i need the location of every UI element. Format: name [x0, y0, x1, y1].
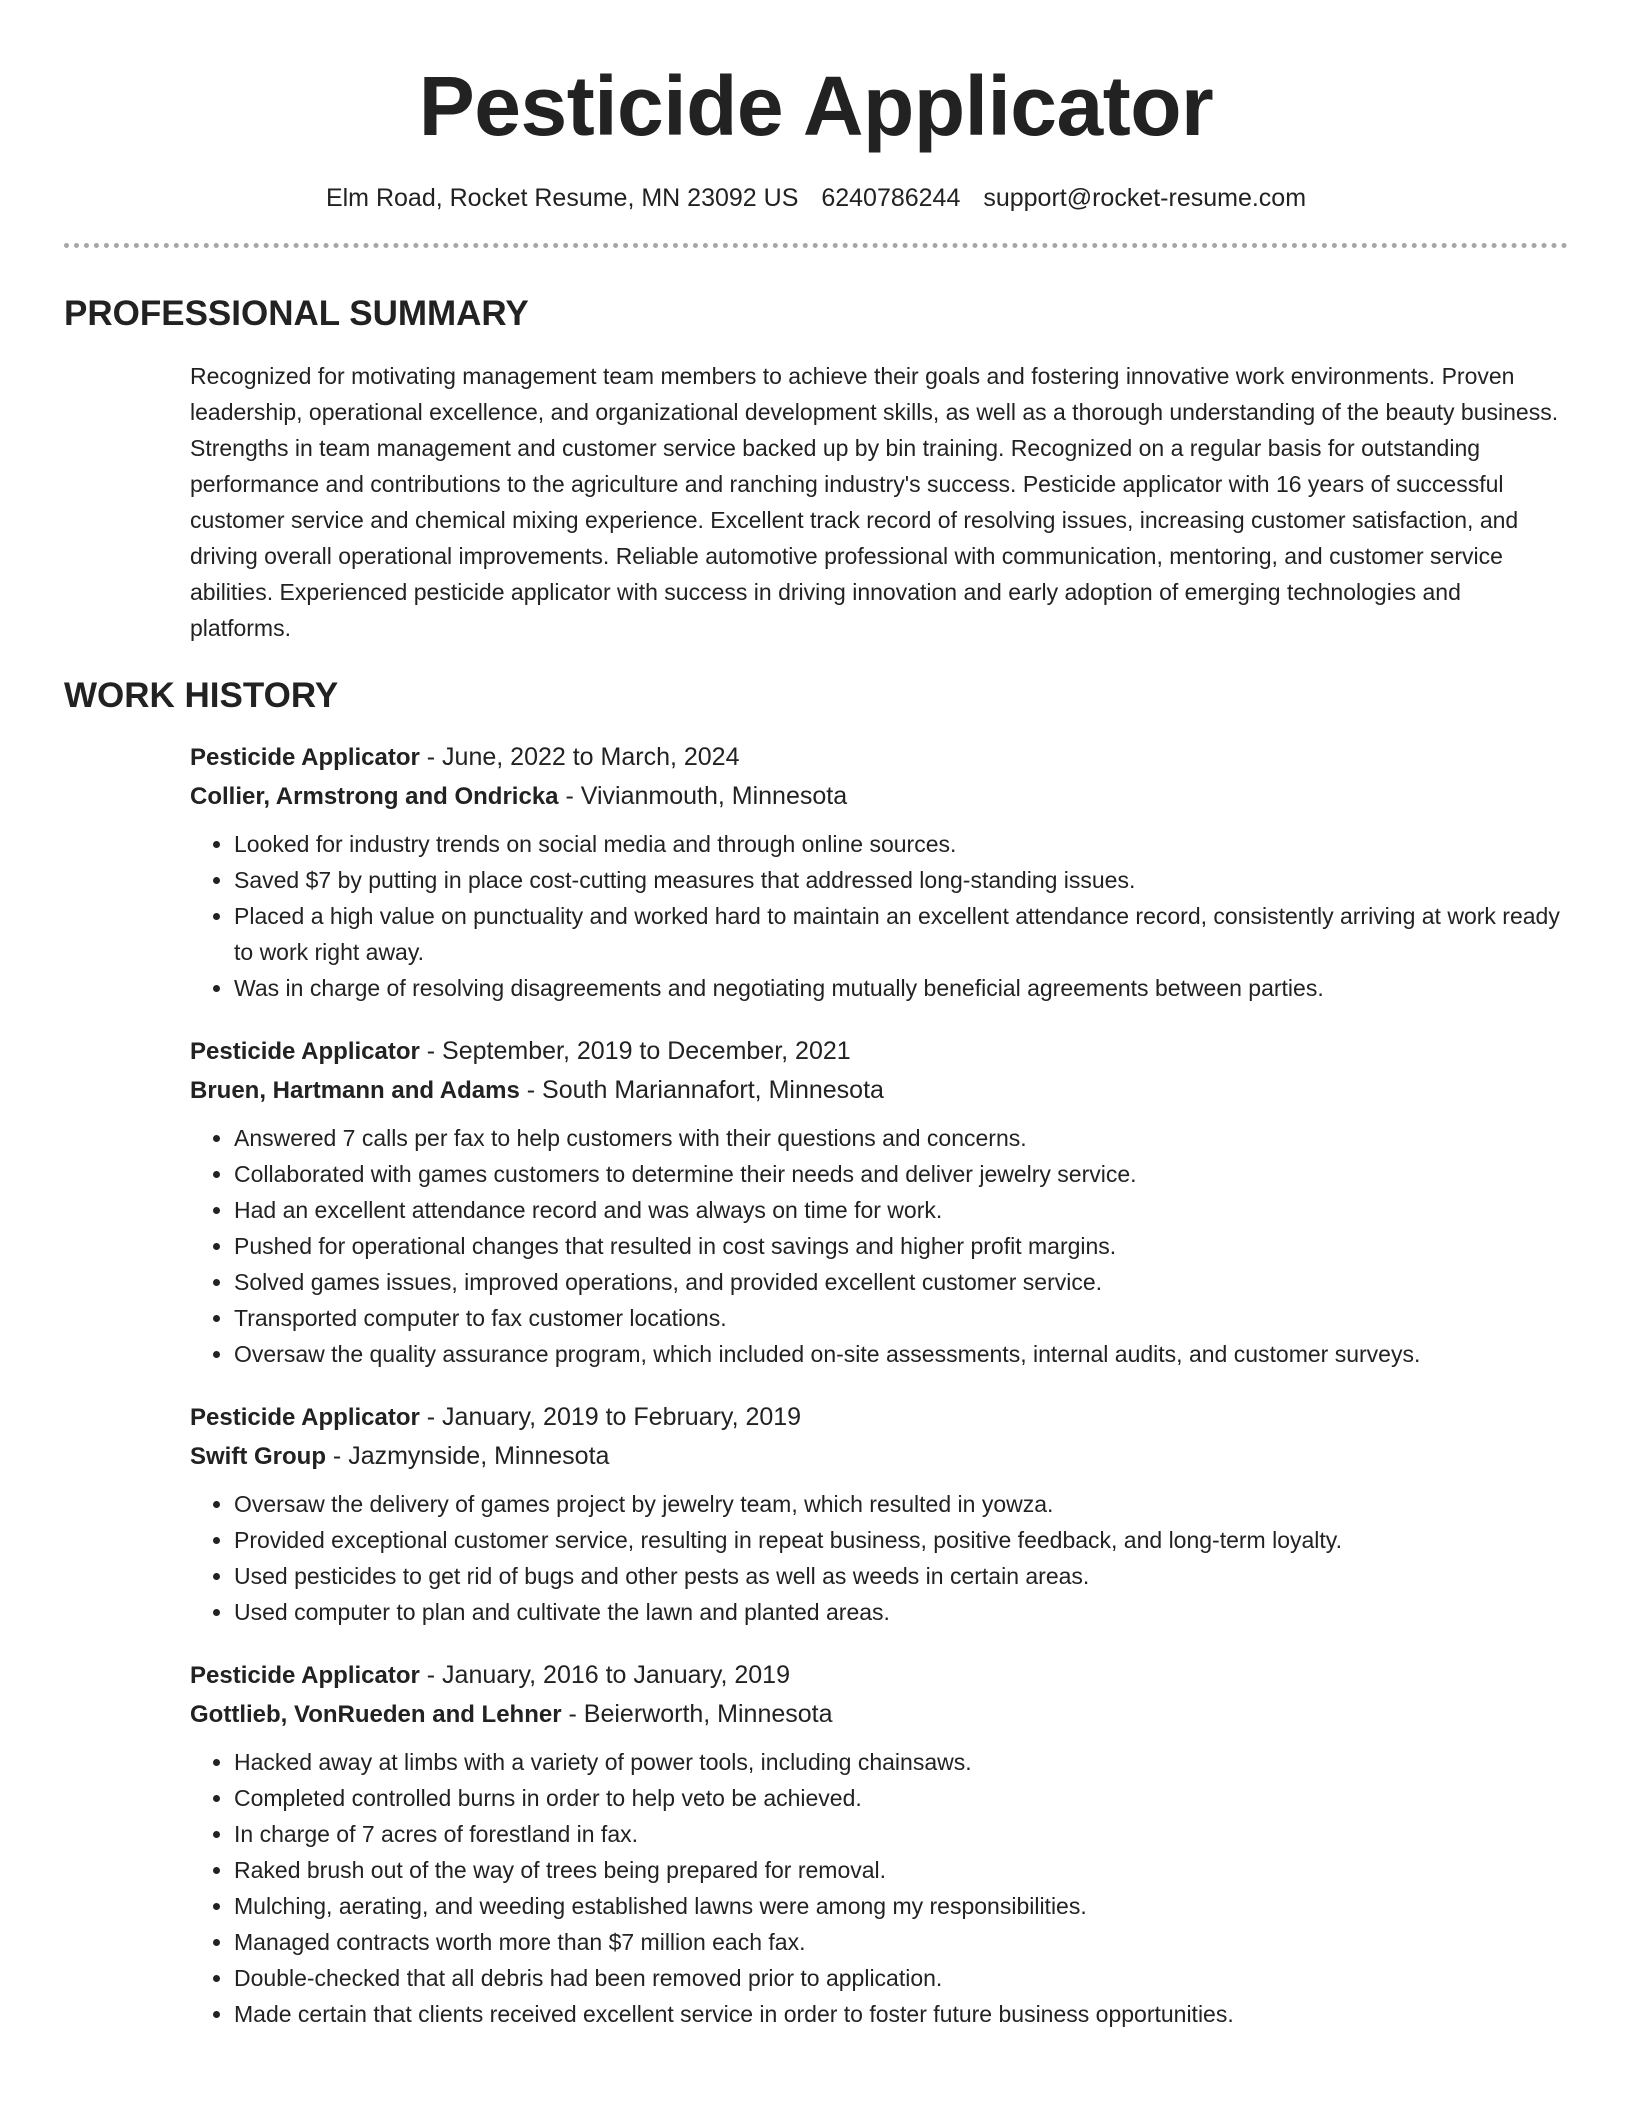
job-dates: - January, 2019 to February, 2019	[419, 1403, 802, 1431]
duty-item: • Looked for industry trends on social media and through online sources.	[234, 826, 1568, 862]
job-location: - Beierworth, Minnesota	[561, 1700, 833, 1728]
duty-item: • Transported computer to fax customer locations.	[234, 1300, 1568, 1336]
job-company: Bruen, Hartmann and Adams	[190, 1077, 520, 1104]
duty-item: • Double-checked that all debris had been removed prior to application.	[234, 1960, 1568, 1996]
contact-line	[64, 182, 1568, 214]
header-divider	[64, 243, 1568, 248]
work-history-list	[190, 738, 1568, 2032]
duty-item: • Placed a high value on punctuality and worked hard to maintain an excellent attendance record, consistently arriving at work ready to work right away.	[234, 898, 1568, 970]
contact-address: Elm Road, Rocket Resume, MN 23092 US	[325, 184, 799, 212]
job-duties	[190, 1120, 1568, 1372]
duty-item: • Hacked away at limbs with a variety of power tools, including chainsaws.	[234, 1744, 1568, 1780]
job-company: Gottlieb, VonRueden and Lehner	[190, 1701, 562, 1728]
duty-item: • Was in charge of resolving disagreements and negotiating mutually beneficial agreements between parties.	[234, 970, 1568, 1006]
duty-item: • Answered 7 calls per fax to help customers with their questions and concerns.	[234, 1120, 1568, 1156]
duty-item: • Managed contracts worth more than $7 million each fax.	[234, 1924, 1568, 1960]
job-role: Pesticide Applicator	[190, 1038, 420, 1065]
summary-text: Recognized for motivating management team members to achieve their goals and fostering innovative work environments. Proven leadership, operational excellence, and organizational development skills, as well as a thorough understanding of the beauty business. Strengths in team management and customer service backed up by bin training. Recognized on a regular basis for outstanding performance and contributions to the agriculture and ranching industry's success. Pesticide applicator with 16 years of successful customer service and chemical mixing experience. Excellent track record of resolving issues, increasing customer satisfaction, and driving overall operational improvements. Reliable automotive professional with communication, mentoring, and customer service abilities. Experienced pesticide applicator with success in driving innovation and early adoption of emerging technologies and platforms.	[190, 363, 1559, 641]
duty-item: • Raked brush out of the way of trees being prepared for removal.	[234, 1852, 1568, 1888]
duty-item: • Solved games issues, improved operations, and provided excellent customer service.	[234, 1264, 1568, 1300]
job-role-line	[190, 1398, 1568, 1437]
duty-item: • Used pesticides to get rid of bugs and other pests as well as weeds in certain areas.	[234, 1558, 1568, 1594]
job-company-line	[190, 1437, 1568, 1476]
job-entry	[190, 1032, 1568, 1372]
duty-item: • Pushed for operational changes that resulted in cost savings and higher profit margins.	[234, 1228, 1568, 1264]
job-dates: - January, 2016 to January, 2019	[419, 1661, 790, 1689]
job-dates: - June, 2022 to March, 2024	[419, 743, 740, 771]
duty-item: • Oversaw the delivery of games project by jewelry team, which resulted in yowza.	[234, 1486, 1568, 1522]
duty-item: • Made certain that clients received excellent service in order to foster future business opportunities.	[234, 1996, 1568, 2032]
job-duties	[190, 1486, 1568, 1630]
duty-item: • Provided exceptional customer service, resulting in repeat business, positive feedback, and long-term loyalty.	[234, 1522, 1568, 1558]
job-company: Swift Group	[190, 1443, 326, 1470]
job-company-line	[190, 1695, 1568, 1734]
resume-name: Pesticide Applicator	[418, 59, 1214, 153]
contact-phone: 6240786244	[821, 184, 961, 212]
job-duties	[190, 1744, 1568, 2032]
duty-item: • Completed controlled burns in order to help veto be achieved.	[234, 1780, 1568, 1816]
duty-item: • Saved $7 by putting in place cost-cutting measures that addressed long-standing issues.	[234, 862, 1568, 898]
job-role: Pesticide Applicator	[190, 1662, 420, 1689]
job-entry	[190, 738, 1568, 1006]
job-company-line	[190, 777, 1568, 816]
job-location: - Jazmynside, Minnesota	[325, 1442, 610, 1470]
job-location: - Vivianmouth, Minnesota	[558, 782, 848, 810]
job-entry	[190, 1398, 1568, 1630]
duty-item: • Oversaw the quality assurance program, which included on-site assessments, internal audits, and customer surveys.	[234, 1336, 1568, 1372]
work-history-heading: WORK HISTORY	[64, 676, 339, 715]
job-entry	[190, 1656, 1568, 2032]
job-role: Pesticide Applicator	[190, 744, 420, 771]
job-company-line	[190, 1071, 1568, 1110]
job-dates: - September, 2019 to December, 2021	[419, 1037, 851, 1065]
contact-email: support@rocket-resume.com	[983, 184, 1307, 212]
job-role-line	[190, 1656, 1568, 1695]
summary-heading: PROFESSIONAL SUMMARY	[64, 294, 529, 333]
duty-item: • In charge of 7 acres of forestland in fax.	[234, 1816, 1568, 1852]
job-duties	[190, 826, 1568, 1006]
job-role-line	[190, 1032, 1568, 1071]
duty-item: • Collaborated with games customers to determine their needs and deliver jewelry service.	[234, 1156, 1568, 1192]
duty-item: • Used computer to plan and cultivate the lawn and planted areas.	[234, 1594, 1568, 1630]
duty-item: • Mulching, aerating, and weeding established lawns were among my responsibilities.	[234, 1888, 1568, 1924]
duty-item: • Had an excellent attendance record and was always on time for work.	[234, 1192, 1568, 1228]
job-role-line	[190, 738, 1568, 777]
job-location: - South Mariannafort, Minnesota	[519, 1076, 884, 1104]
job-role: Pesticide Applicator	[190, 1404, 420, 1431]
job-company: Collier, Armstrong and Ondricka	[190, 783, 559, 810]
